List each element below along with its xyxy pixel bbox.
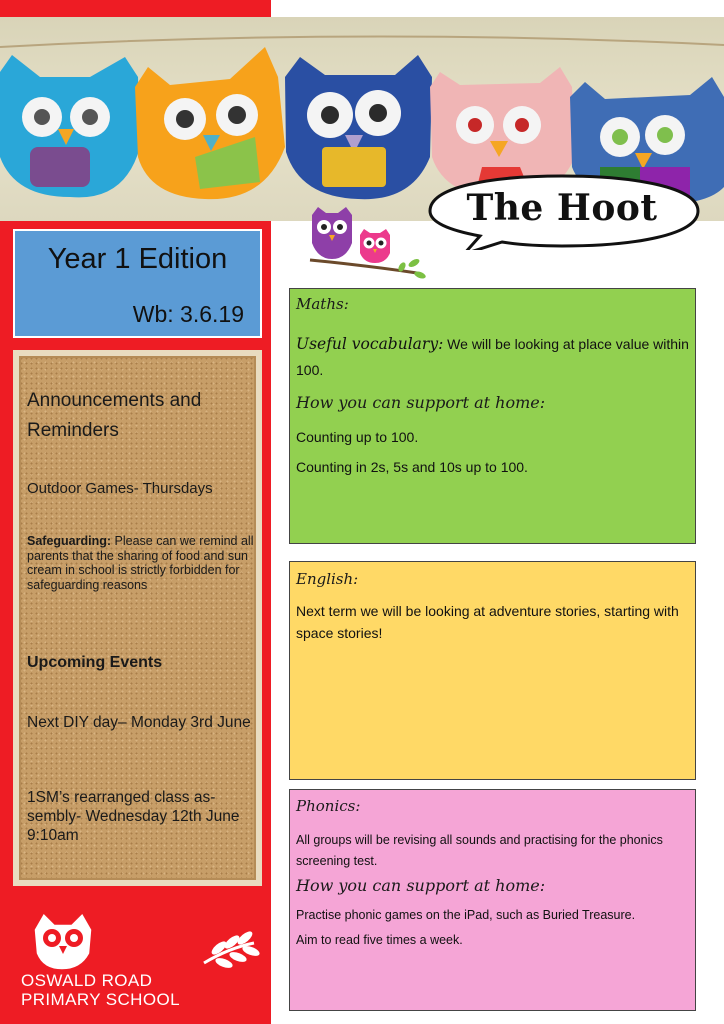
maths-vocab-text: We will be looking at place value within 100. (296, 336, 689, 378)
edition-title: Year 1 Edition (47, 243, 228, 275)
phonics-text: All groups will be revising all sounds and practising for the phonics screening test. (296, 833, 663, 868)
english-text: Next term we will be looking at adventure stories, starting with space stories! (296, 603, 679, 641)
phonics-support-line-1: Practise phonic games on the iPad, such as Buried Treasure. (296, 908, 636, 922)
owl-2-icon (135, 47, 285, 199)
newsletter-title: The Hoot (466, 187, 658, 229)
upcoming-events-heading: Upcoming Events (27, 654, 163, 671)
announcements-corkboard (13, 350, 262, 886)
maths-panel (289, 288, 696, 544)
edition-box (13, 229, 262, 338)
week-beginning-date: Wb: 3.6.19 (132, 301, 244, 327)
english-heading: English: (296, 570, 359, 588)
maths-vocab-label: Useful vocabulary: (296, 335, 444, 353)
owls-on-branch-icon (302, 205, 432, 285)
class-assembly-event: 1SM’s rearranged class as-sembly- Wednesday 12th June 9:10am (27, 789, 240, 844)
maths-heading: Maths: (296, 295, 349, 313)
maths-support-line-1: Counting up to 100. (296, 429, 419, 445)
maths-support-line-2: Counting in 2s, 5s and 10s up to 100. (296, 459, 528, 475)
announcements-heading: Announcements and Reminders (27, 390, 202, 441)
phonics-support-heading: How you can support at home: (296, 876, 546, 895)
school-name-line-2: PRIMARY SCHOOL (21, 990, 180, 1009)
diy-day-event: Next DIY day– Monday 3rd June (27, 714, 251, 731)
phonics-panel (289, 789, 696, 1011)
safeguarding-text: Please can we remind all parents that the sharing of food and sun cream in school is strictly forbidden for safeguarding reasons (27, 534, 254, 592)
outdoor-games-notice: Outdoor Games- Thursdays (27, 480, 213, 497)
english-panel (289, 561, 696, 780)
school-name-line-1: OSWALD ROAD (21, 971, 153, 990)
safeguarding-notice (27, 534, 255, 592)
maths-support-heading: How you can support at home: (296, 393, 546, 412)
owl-1-icon (0, 55, 140, 197)
owl-3-icon (285, 55, 432, 199)
safeguarding-label: Safeguarding: (27, 534, 112, 548)
phonics-support-line-2: Aim to read five times a week. (296, 933, 463, 947)
maths-vocabulary (296, 331, 691, 383)
phonics-heading: Phonics: (296, 797, 361, 815)
